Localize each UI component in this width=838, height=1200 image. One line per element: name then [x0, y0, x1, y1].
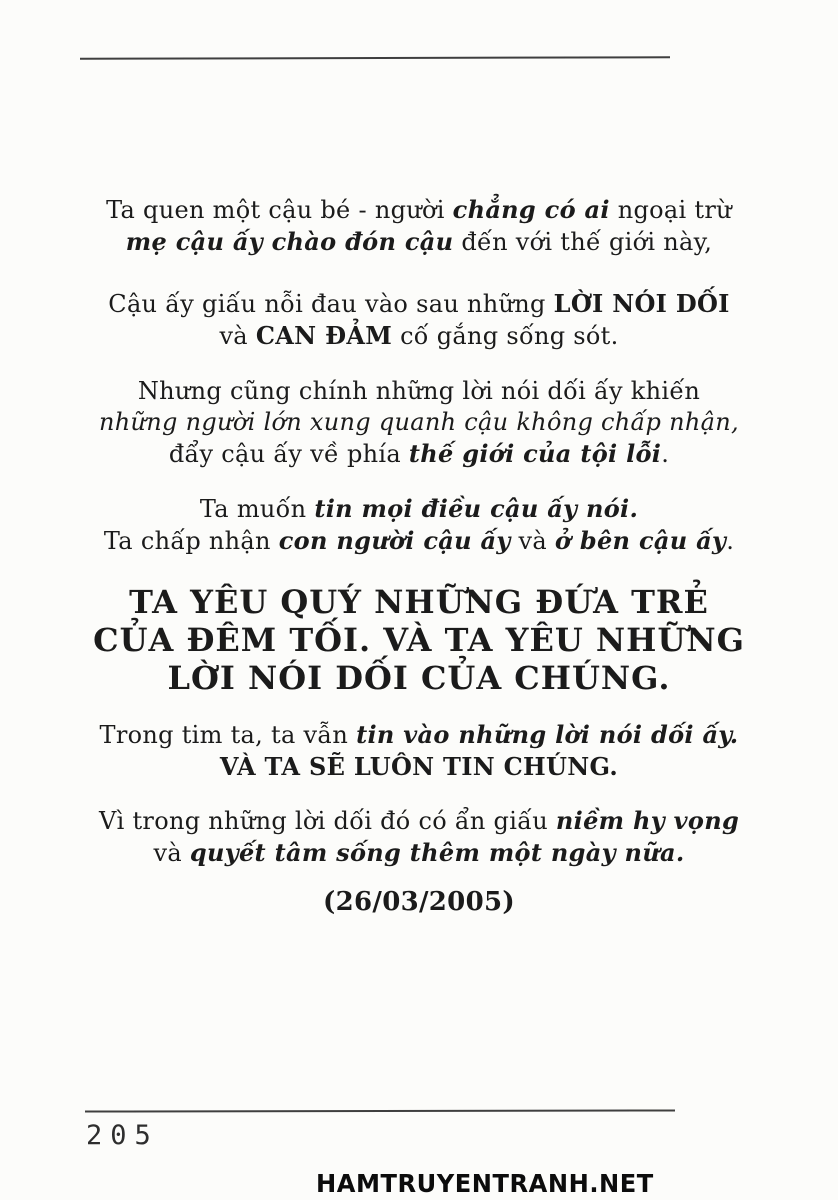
text-segment: niềm hy vọng	[555, 806, 740, 835]
text-line	[0, 887, 838, 918]
text-line	[0, 407, 838, 438]
text-line	[0, 751, 838, 783]
text-segment: Ta quen một cậu bé - người	[106, 196, 453, 224]
text-segment: .	[726, 527, 735, 555]
text-line	[0, 583, 838, 621]
text-line	[0, 438, 838, 470]
text-segment: Ta chấp nhận	[103, 527, 279, 555]
text-segment: thế giới của tội lỗi	[408, 439, 662, 468]
heading-block	[0, 583, 838, 697]
text-line	[0, 320, 838, 352]
text-segment: CAN ĐẢM	[255, 321, 393, 350]
text-segment: TA YÊU QUÝ NHỮNG ĐỨA TRẺ	[129, 583, 709, 621]
paragraph-block	[0, 194, 838, 258]
bottom-divider-line	[85, 1109, 675, 1112]
paragraph-block	[0, 719, 838, 783]
text-segment: (26/03/2005)	[323, 887, 515, 917]
text-segment: Vì trong những lời dối đó có ẩn giấu	[98, 807, 556, 835]
text-segment: quyết tâm sống thêm một ngày nữa.	[189, 838, 685, 867]
text-segment: CỦA ĐÊM TỐI. VÀ TA YÊU NHỮNG	[93, 621, 745, 659]
text-segment: LỜI NÓI DỐI CỦA CHÚNG.	[167, 659, 671, 697]
text-segment: con người cậu ấy	[278, 526, 511, 555]
text-segment: tin vào những lời nói dối ấy.	[356, 720, 739, 749]
text-line	[0, 659, 838, 697]
text-segment: những người lớn xung quanh cậu không chấp nhận,	[99, 408, 739, 436]
text-segment: Trong tim ta, ta vẫn	[99, 721, 357, 749]
text-line	[0, 194, 838, 226]
text-segment: .	[661, 440, 670, 468]
text-line	[0, 226, 838, 258]
text-segment: Ta muốn	[199, 495, 315, 523]
paragraph-block	[0, 288, 838, 352]
text-line	[0, 621, 838, 659]
text-segment: VÀ TA SẼ LUÔN TIN CHÚNG.	[219, 752, 619, 781]
text-segment: cố gắng sống sót.	[392, 322, 619, 350]
text-line	[0, 493, 838, 525]
text-line	[0, 719, 838, 751]
text-line	[0, 376, 838, 407]
text-segment: và	[510, 527, 555, 555]
text-segment: đẩy cậu ấy về phía	[168, 440, 409, 468]
text-line	[0, 805, 838, 837]
paragraph-block	[0, 805, 838, 869]
text-segment: chẳng có ai	[452, 195, 610, 224]
text-line	[0, 288, 838, 320]
page-number: 205	[86, 1120, 159, 1151]
text-segment: Nhưng cũng chính những lời nói dối ấy khiến	[137, 377, 701, 405]
scanlation-watermark: HAMTRUYENTRANH.NET	[316, 1170, 654, 1199]
text-segment: tin mọi điều cậu ấy nói.	[314, 494, 639, 523]
text-segment: mẹ cậu ấy chào đón cậu	[125, 227, 454, 256]
text-segment: và	[153, 839, 190, 867]
paragraph-block	[0, 493, 838, 557]
text-line	[0, 525, 838, 557]
text-segment: đến với thế giới này,	[453, 228, 713, 256]
text-segment: ngoại trừ	[609, 196, 732, 224]
text-segment: ở bên cậu ấy	[554, 526, 727, 555]
text-segment: Cậu ấy giấu nỗi đau vào sau những	[108, 290, 554, 318]
date-block	[0, 887, 838, 918]
paragraph-block	[0, 376, 838, 470]
text-line	[0, 837, 838, 869]
text-segment: và	[219, 322, 256, 350]
text-segment: LỜI NÓI DỐI	[553, 289, 730, 318]
